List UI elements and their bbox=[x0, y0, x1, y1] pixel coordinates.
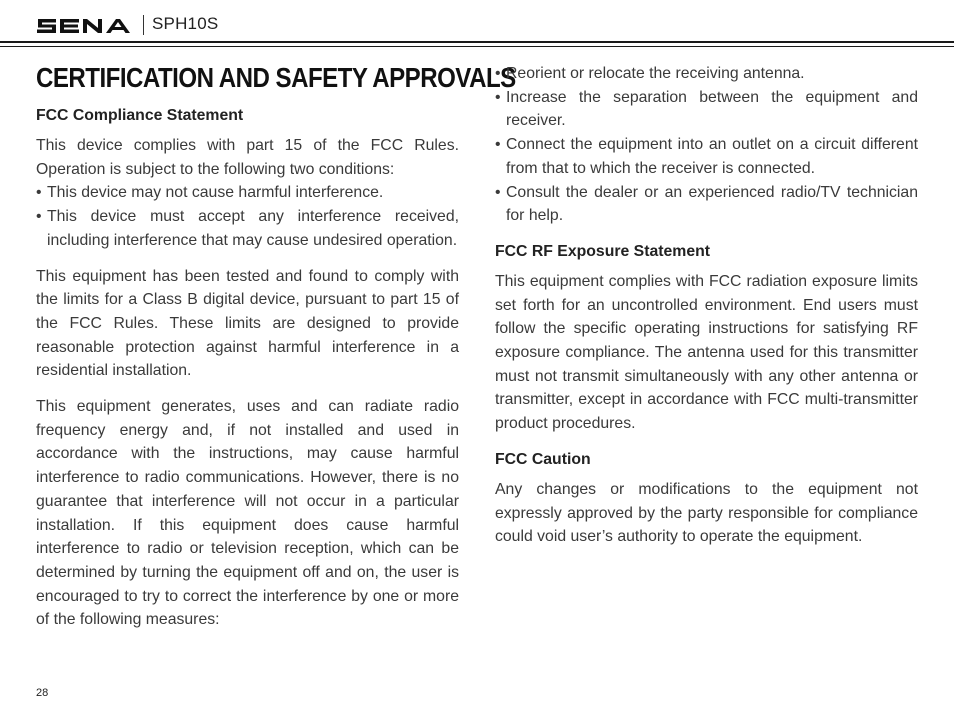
fcc-rf-heading: FCC RF Exposure Statement bbox=[495, 242, 711, 260]
page-number: 28 bbox=[36, 687, 49, 699]
measures-list bbox=[495, 62, 918, 228]
page-title: CERTIFICATION AND SAFETY APPROVALS bbox=[36, 62, 516, 93]
header-rule-thick bbox=[0, 41, 954, 43]
sena-logo-mark bbox=[36, 17, 132, 35]
fcc-caution-heading: FCC Caution bbox=[495, 450, 591, 468]
sena-logo bbox=[36, 17, 132, 35]
model-name: SPH10S bbox=[152, 14, 219, 33]
fcc-compliance-para3: This equipment generates, uses and can radiate radio frequency energy and, if not installed and used in accordance with the instructions, may cause harmful interference to radio communications. However, there is no guarantee that interference will not occur in a particular installation. If this equipment does cause harmful interference to radio or television reception, which can be determined by turning the equipment off and on, the user is encouraged to try to correct the interference by one or more of the following measures: bbox=[36, 398, 459, 629]
list-item: • Increase the separation between the equipment and receiver. bbox=[495, 86, 918, 133]
right-column bbox=[495, 62, 918, 561]
list-item: • Consult the dealer or an experienced radio/TV technician for help. bbox=[495, 181, 918, 228]
list-item: • This device may not cause harmful interference. bbox=[36, 181, 459, 205]
fcc-compliance-heading: FCC Compliance Statement bbox=[36, 107, 244, 124]
page-header bbox=[0, 0, 954, 48]
list-item: • This device must accept any interference received, including interference that may cause undesired operation. bbox=[36, 205, 459, 252]
conditions-list bbox=[36, 181, 459, 252]
fcc-rf-body: This equipment complies with FCC radiation exposure limits set forth for an uncontrolled environment. End users must follow the specific operating instructions for satisfying RF exposure compliance. The antenna used for this transmitter must not transmit simultaneously with any other antenna or transmitter, except in accordance with FCC multi-transmitter product procedures. bbox=[495, 272, 918, 433]
header-separator bbox=[143, 15, 144, 35]
left-column bbox=[36, 60, 516, 632]
fcc-compliance-intro: This device complies with part 15 of the FCC Rules. Operation is subject to the following two conditions: bbox=[36, 137, 459, 178]
header-rule-thin bbox=[0, 46, 954, 47]
fcc-compliance-para2: This equipment has been tested and found to comply with the limits for a Class B digital device, pursuant to part 15 of the FCC Rules. These limits are designed to provide reasonable protection against harmful interference in a residential installation. bbox=[36, 267, 459, 380]
list-item: • Reorient or relocate the receiving antenna. bbox=[495, 62, 918, 86]
list-item: • Connect the equipment into an outlet on a circuit different from that to which the receiver is connected. bbox=[495, 133, 918, 180]
fcc-caution-body: Any changes or modifications to the equipment not expressly approved by the party responsible for compliance could void user’s authority to operate the equipment. bbox=[495, 480, 918, 546]
